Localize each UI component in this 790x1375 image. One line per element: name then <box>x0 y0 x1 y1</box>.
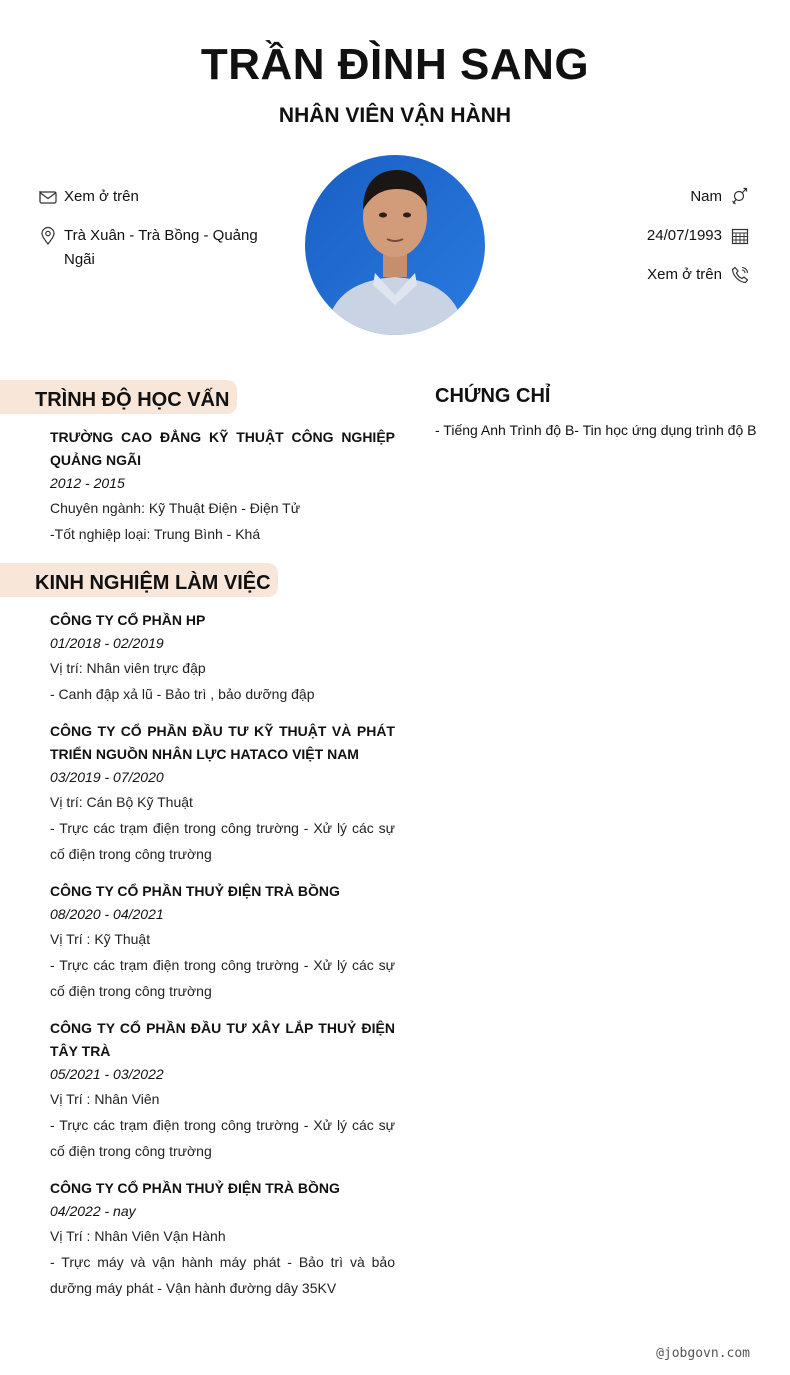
job-company: CÔNG TY CỔ PHẦN HP <box>50 612 206 628</box>
education-period: 2012 - 2015 <box>50 475 125 491</box>
education-major: Chuyên ngành: Kỹ Thuật Điện - Điện Tử <box>50 500 301 516</box>
contact-right <box>510 185 750 302</box>
job-company: CÔNG TY CỔ PHẦN THUỶ ĐIỆN TRÀ BỒNG <box>50 883 340 899</box>
education-grade: -Tốt nghiệp loại: Trung Bình - Khá <box>50 526 261 542</box>
job-desc: - Trực máy và vận hành máy phát - Bảo trì và bảo dưỡng máy phát - Vận hành đường dây 35KV <box>50 1254 395 1296</box>
education-school: TRƯỜNG CAO ĐẲNG KỸ THUẬT CÔNG NGHIỆP QUẢNG NGÃI <box>50 429 395 468</box>
job-period: 08/2020 - 04/2021 <box>50 906 164 922</box>
job-company: CÔNG TY CỔ PHẦN ĐẦU TƯ KỸ THUẬT VÀ PHÁT TRIỂN NGUỒN NHÂN LỰC HATACO VIỆT NAM <box>50 723 395 762</box>
contact-email <box>38 185 278 209</box>
contact-gender-text: Nam <box>690 188 722 205</box>
contact-phone <box>510 263 750 287</box>
candidate-name: TRẦN ĐÌNH SANG <box>200 40 590 89</box>
calendar-icon <box>730 226 750 246</box>
job-desc: - Trực các trạm điện trong công trường - Xử lý các sự cố điện trong công trường <box>50 820 395 862</box>
job-item <box>50 1017 395 1164</box>
contact-email-text: Xem ở trên <box>64 188 139 205</box>
job-position: Vị Trí : Nhân Viên Vận Hành <box>50 1228 226 1244</box>
job-item <box>50 1177 395 1301</box>
section-education-heading: TRÌNH ĐỘ HỌC VẤN <box>0 380 237 414</box>
contact-phone-text: Xem ở trên <box>647 266 722 283</box>
job-position: Vị trí: Cán Bộ Kỹ Thuật <box>50 794 193 810</box>
contact-address-text: Trà Xuân - Trà Bồng - Quảng Ngãi <box>64 227 258 268</box>
avatar <box>305 155 485 335</box>
job-position: Vị trí: Nhân viên trực đập <box>50 660 206 676</box>
gender-icon <box>730 187 750 207</box>
phone-icon <box>730 265 750 285</box>
job-position: Vị Trí : Nhân Viên <box>50 1091 160 1107</box>
job-item <box>50 720 395 867</box>
job-position: Vị Trí : Kỹ Thuật <box>50 931 151 947</box>
experience-list <box>50 609 395 1301</box>
mail-icon <box>38 187 58 207</box>
job-item <box>50 609 395 707</box>
contact-left <box>38 185 278 287</box>
section-certificates-heading: CHỨNG CHỈ <box>435 385 551 407</box>
section-experience-heading: KINH NGHIỆM LÀM VIỆC <box>0 563 278 597</box>
job-period: 05/2021 - 03/2022 <box>50 1066 164 1082</box>
job-desc: - Trực các trạm điện trong công trường - Xử lý các sự cố điện trong công trường <box>50 957 395 999</box>
portrait-photo <box>305 155 485 335</box>
contact-birthday <box>510 224 750 248</box>
job-company: CÔNG TY CỔ PHẦN ĐẦU TƯ XÂY LẮP THUỶ ĐIỆN TÂY TRÀ <box>50 1020 395 1059</box>
job-period: 03/2019 - 07/2020 <box>50 769 164 785</box>
job-company: CÔNG TY CỔ PHẦN THUỶ ĐIỆN TRÀ BỒNG <box>50 1180 340 1196</box>
job-desc: - Canh đập xả lũ - Bảo trì , bảo dưỡng đập <box>50 686 315 702</box>
footer-watermark: @jobgovn.com <box>656 1346 750 1361</box>
job-item <box>50 880 395 1004</box>
candidate-role: NHÂN VIÊN VẬN HÀNH <box>278 104 512 127</box>
job-period: 04/2022 - nay <box>50 1203 136 1219</box>
contact-birthday-text: 24/07/1993 <box>646 227 722 244</box>
contact-address <box>38 224 278 272</box>
location-pin-icon <box>38 226 58 246</box>
certificates-text: - Tiếng Anh Trình độ B- Tin học ứng dụng trình độ B <box>435 422 757 438</box>
contact-gender <box>510 185 750 209</box>
education-block <box>50 426 395 547</box>
job-period: 01/2018 - 02/2019 <box>50 635 164 651</box>
job-desc: - Trực các trạm điện trong công trường - Xử lý các sự cố điện trong công trường <box>50 1117 395 1159</box>
